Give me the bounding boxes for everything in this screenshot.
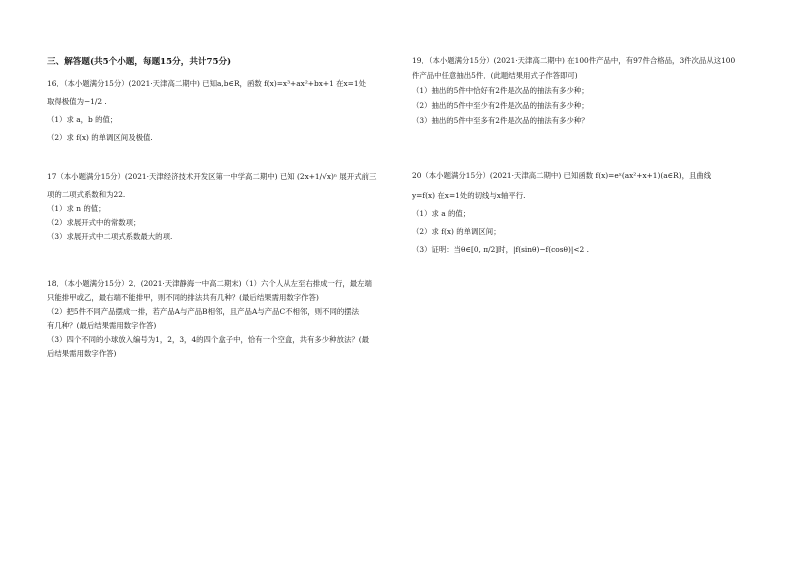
q20-line-1: 20（本小题满分15分）(2021·天津高二期中) 已知函数 f(x)=eˣ(ax²+x+1)(a∈R)，且曲线	[412, 171, 712, 180]
q16-sub-2: （2）求 f(x) 的单调区间及极值.	[47, 133, 153, 142]
q20-sub-1: （1）求 a 的值；	[412, 209, 471, 218]
q20-line-2: y=f(x) 在x=1处的切线与x轴平行.	[412, 191, 526, 200]
q19-sub-3: （3）抽出的5件中至多有2件是次品的抽法有多少种？	[412, 116, 589, 125]
q19-sub-2: （2）抽出的5件中至少有2件是次品的抽法有多少种；	[412, 101, 589, 110]
q17-sub-3: （3）求展开式中二项式系数最大的项.	[47, 232, 173, 241]
q18-line-1: 18．（本小题满分15分）2．(2021·天津静海一中高二期末)（1）六个人从左至右排成一行，最左端	[47, 279, 372, 288]
q16-line-1: 16．（本小题满分15分）(2021·天津高二期中) 已知a,b∈R，函数 f(x)=x³+ax²+bx+1 在x=1处	[47, 79, 366, 88]
q19-sub-1: （1）抽出的5件中恰好有2件是次品的抽法有多少种；	[412, 86, 589, 95]
q18-line-5: （3）四个不同的小球放入编号为1，2，3，4的四个盒子中，恰有一个空盒，共有多少种放法？(最	[47, 335, 370, 344]
left-column	[47, 48, 387, 358]
q17-sub-1: （1）求 n 的值；	[47, 204, 106, 213]
q18-line-3: （2）把5件不同产品摆成一排，若产品A与产品B相邻，且产品A与产品C不相邻，则不同的摆法	[47, 307, 360, 316]
q17-line-1: 17（本小题满分15分）(2021·天津经济技术开发区第一中学高二期中) 已知 (2x+1/√x)ⁿ 展开式前三	[47, 172, 377, 181]
q19-line-1: 19．（本小题满分15分）(2021·天津高二期中) 在100件产品中，有97件合格品，3件次品从这100	[412, 56, 736, 65]
q17-line-2: 项的二项式系数和为22.	[47, 190, 126, 199]
q17-sub-2: （2）求展开式中的常数项；	[47, 218, 141, 227]
q20-sub-2: （2）求 f(x) 的单调区间；	[412, 227, 501, 236]
q16-sub-1: （1）求 a，b 的值；	[47, 115, 118, 124]
question-18	[47, 279, 387, 358]
question-19	[412, 56, 752, 125]
question-16	[47, 79, 387, 142]
section-title: 三、解答题(共5个小题，每题15分，共计75分)	[47, 57, 232, 67]
right-column	[412, 56, 752, 254]
question-17	[47, 172, 387, 241]
q18-line-2: 只能排甲或乙，最右端不能排甲，则不同的排法共有几种？(最后结果需用数字作答)	[47, 293, 319, 302]
q18-line-6: 后结果需用数字作答)	[47, 349, 117, 358]
q20-sub-3: （3）证明：当θ∈[0, π/2]时，|f(sinθ)−f(cosθ)|<2 .	[412, 245, 589, 254]
q16-line-2: 取得极值为−1/2 .	[47, 97, 107, 106]
question-20	[412, 171, 752, 254]
q19-line-2: 件产品中任意抽出5件．(此题结果用式子作答即可)	[412, 71, 578, 80]
q18-line-4: 有几种？(最后结果需用数字作答)	[47, 321, 157, 330]
